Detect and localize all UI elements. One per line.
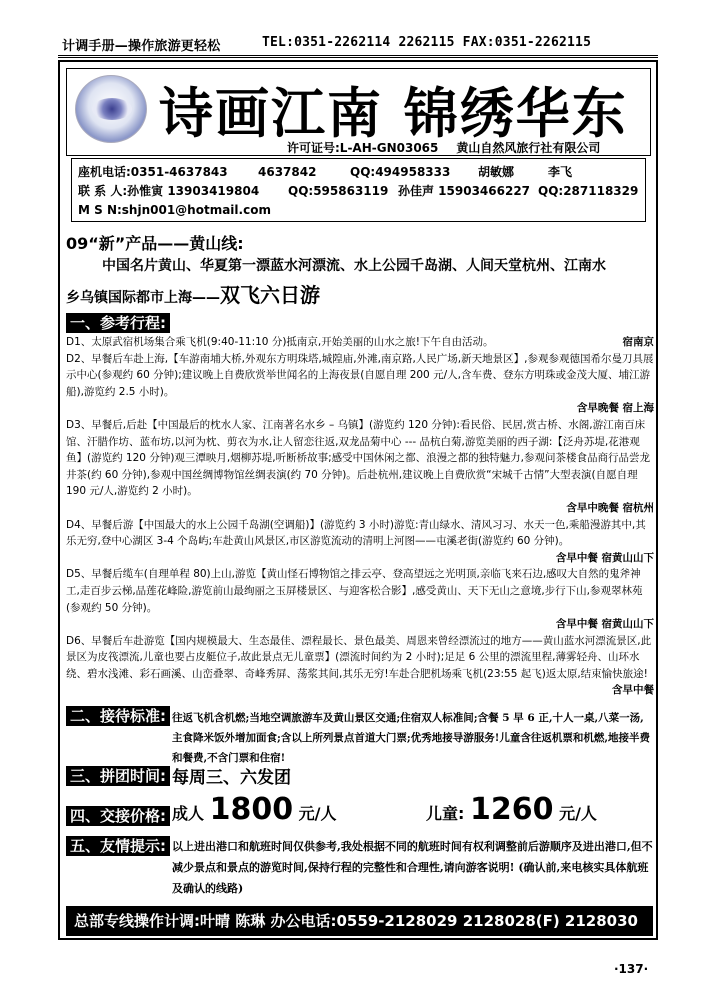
itinerary-day-3: D3、早餐后,后赴【中国最后的枕水人家、江南著名水乡 – 乌镇】(游览约 120 分钟):看民俗、民居,赏古桥、水阁,游江南百床馆、汗腊作坊、蓝布坊,以河为枕、剪衣为水,让人留恋往返,双龙品菊中心 --- 品杭白菊,游览美丽的西子湖:【泛舟苏堤,花港观鱼】(游览约 120 分钟)观三潭映月,烟柳苏堤,听断桥故事;感受中国休闲之都、浪漫之都的独特魅力,参观问茶楼食品商行品尝龙井茶(约 60 分钟),参观中国丝绸博物馆丝绸表演(约 70 分钟)。后赴杭州,建议晚上自费欣赏“宋城千古情”大型表演(自愿自理 190 元/人,游览约 2 小时)。 xyxy=(66,418,650,498)
contact-row-1 xyxy=(78,163,639,182)
contact-name-2: 李飞 xyxy=(548,165,573,179)
product-highlights-2 xyxy=(66,279,656,307)
top-slogan: 计调手册—操作旅游更轻松 xyxy=(62,39,221,54)
standard-text: 往返飞机含机燃;当地空调旅游车及黄山景区交通;住宿双人标准间;含餐 5 早 6 正,十人一桌,八菜一汤,主食降米饭外增加面食;含以上所列景点首道大门票;优秀地接导游服务!儿童含往返机票和机燃,地接半费和餐费,不含门票和住宿! xyxy=(172,712,651,764)
agency-name: 黄山自然风旅行社有限公司 xyxy=(456,141,601,155)
schedule-text: 每周三、六发团 xyxy=(172,768,291,788)
itinerary-day-2: D2、早餐后车赴上海,【车游南埔大桥,外观东方明珠塔,城隍庙,外滩,南京路,人民广场,新天地景区】,参观参观德国希尔曼刀具展示中心(参观约 60 分钟);建议晚上自费欣赏举世闻名的上海夜景(自愿自理 200 元/人,含车费、登东方明珠或金茂大厦、埔江游船),游览约 2.5 小时)。 xyxy=(66,352,654,398)
qq-1: QQ:494958333 xyxy=(350,165,451,179)
section-tips-heading: 五、友情提示: xyxy=(66,836,170,856)
license-line xyxy=(287,139,600,156)
contact-row-3 xyxy=(78,201,639,220)
day-1-text: D1、太原武宿机场集合乘飞机(9:40-11:10 分)抵南京,开始美丽的山水之旅!下午自由活动。 xyxy=(66,336,494,348)
product-heading: 09“新”产品——黄山线: xyxy=(66,234,244,253)
tips-text: 以上进出港口和航班时间仅供参考,我处根据不同的航班时间有权利调整前后游顺序及进出港口,但不减少景点和景点的游览时间,保持行程的完整性和合理性,请向游客说明! (确认前,来电核实具体航班及确认的线路) xyxy=(172,840,653,895)
contact-name-1: 胡敏娜 xyxy=(478,165,515,179)
itinerary-day-6: D6、早餐后车赴游览【国内规模最大、生态最佳、漂程最长、景色最美、周恩来曾经漂流过的地方——黄山蓝水河漂流景区,此景区为皮筏漂流,儿童也要占皮艇位子,故此景点无儿童票】(漂流时间约为 2 小时);足足 6 公里的漂流里程,薄雾轻舟、山环水绕、碧水浅滩、彩石画溪、山峦叠翠、奇峰秀屏、荡浆其间,其乐无穷!车赴合肥机场乘飞机(23:55 起飞)返太原,结束愉快旅途! xyxy=(66,634,652,680)
tour-name: 双飞六日游 xyxy=(220,283,320,307)
day-1-stay: 宿南京 xyxy=(622,336,654,348)
qq-2: QQ:595863119 xyxy=(288,184,389,198)
itinerary xyxy=(66,334,654,699)
contact-person-2: 孙佳声 15903466227 xyxy=(398,184,531,198)
contact-box xyxy=(71,158,646,222)
adult-unit: 元/人 xyxy=(298,804,337,823)
section-itinerary-heading: 一、参考行程: xyxy=(66,313,170,333)
top-divider xyxy=(58,55,658,58)
day-6-meals: 含早中餐 xyxy=(612,684,654,697)
qq-3: QQ:287118329 xyxy=(538,184,639,198)
child-price xyxy=(426,792,597,827)
section-price-heading: 四、交接价格: xyxy=(66,806,170,826)
title-block xyxy=(66,68,651,156)
msn: M S N:shjn001@hotmail.com xyxy=(78,203,271,217)
adult-value: 1800 xyxy=(209,792,294,827)
product-highlights-2a: 乡乌镇国际都市上海—— xyxy=(66,290,220,306)
itinerary-day-1 xyxy=(66,334,654,351)
top-header-bar xyxy=(62,35,654,55)
day-2-meals: 含早晚餐 宿上海 xyxy=(576,402,654,415)
product-highlights: 中国名片黄山、华夏第一漂蓝水河漂流、水上公园千岛湖、人间天堂杭州、江南水 xyxy=(102,258,606,274)
section-schedule-heading: 三、拼团时间: xyxy=(66,766,170,786)
section-standard-heading: 二、接待标准: xyxy=(66,706,170,726)
product-intro xyxy=(66,231,656,307)
license-number: 许可证号:L-AH-GN03065 xyxy=(287,141,439,155)
page-title: 诗画江南 锦绣华东 xyxy=(159,81,628,145)
landline: 座机电话:0351-4637843 xyxy=(78,165,228,179)
landline-2: 4637842 xyxy=(258,165,317,179)
adult-label: 成人 xyxy=(172,804,205,823)
top-phone-numbers: TEL:0351-2262114 2262115 FAX:0351-2262115 xyxy=(262,35,592,50)
day-4-meals: 含早中餐 宿黄山山下 xyxy=(555,551,654,564)
contact-row-2 xyxy=(78,182,639,201)
adult-price xyxy=(172,792,337,827)
child-label: 儿童: xyxy=(426,804,465,823)
day-3-meals: 含早中晚餐 宿杭州 xyxy=(566,501,654,514)
child-unit: 元/人 xyxy=(559,804,597,823)
footer-contact-bar: 总部专线操作计调:叶晴 陈琳 办公电话:0559-2128029 2128028(F) 2128030 xyxy=(66,906,653,936)
contact-person-1: 联 系 人:孙惟寅 13903419804 xyxy=(78,184,260,198)
agency-logo-icon xyxy=(75,75,147,143)
itinerary-day-4: D4、早餐后游【中国最大的水上公园千岛湖(空调船)】(游览约 3 小时)游览:青山绿水、清风习习、水天一色,乘船漫游其中,其乐无穷,登中心湖区 3-4 个岛屿;车赴黄山风景区,市区游览流动的清明上河图——屯溪老街(游览约 60 分钟)。 xyxy=(66,518,646,548)
itinerary-day-5: D5、早餐后缆车(自理单程 80)上山,游览【黄山怪石博物馆之排云亭、登高望远之光明顶,亲临飞来石边,感叹大自然的鬼斧神工,走百步云梯,品莲花峰险,游览前山最绚丽之玉屏楼景区、与迎客松合影】,感受黄山、天下无山之意境,步行下山,参观翠林苑(参观约 50 分钟)。 xyxy=(66,568,643,614)
child-value: 1260 xyxy=(469,792,554,827)
day-5-meals: 含早中餐 宿黄山山下 xyxy=(555,618,654,631)
page-number: ·137· xyxy=(614,962,649,976)
